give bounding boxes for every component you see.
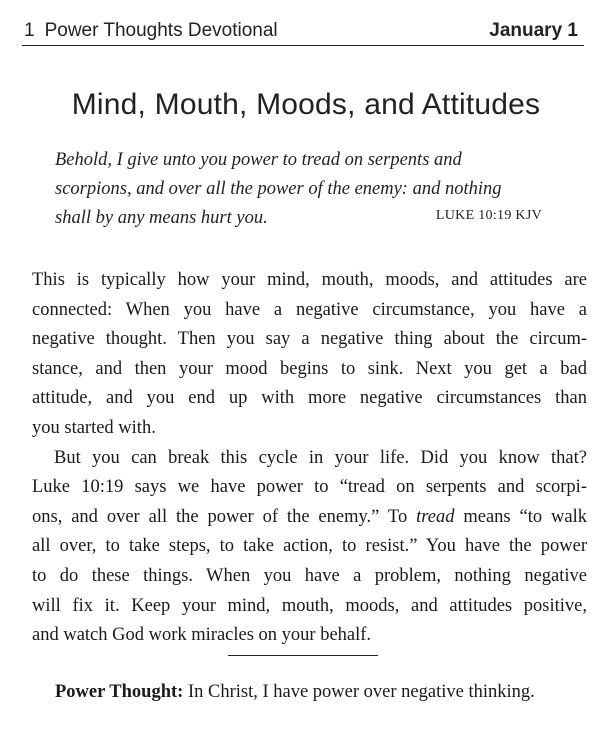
body-line [32, 503, 587, 533]
body-line: connected: When you have a negative circumstance, you have a [32, 299, 587, 320]
header-left [24, 20, 278, 42]
body-line: attitude, and you end up with more negative circumstances than [32, 388, 587, 409]
devotional-title: Mind, Mouth, Moods, and Attitudes [71, 88, 541, 121]
devotional-body [32, 266, 587, 651]
power-thought-text: In Christ, I have power over negative thinking. [183, 682, 535, 702]
body-line: will fix it. Keep your mind, mouth, moods, and attitudes positive, [32, 595, 587, 616]
power-thought [55, 678, 575, 707]
body-line: you started with. [32, 417, 156, 438]
body-line: stance, and then your mood begins to sink. Next you get a bad [32, 358, 587, 379]
body-line: negative thought. Then you say a negative thing about the circum- [32, 329, 587, 350]
power-thought-label: Power Thought: [55, 682, 184, 702]
page-header [0, 0, 612, 46]
scripture-line: shall by any means hurt you. [55, 208, 268, 228]
header-rule [22, 45, 584, 46]
body-text-run: ons, and over all the power of the enemy.” To [32, 506, 417, 527]
emphasized-word: tread [416, 506, 455, 527]
book-title: Power Thoughts Devotional [44, 20, 278, 41]
header-date: January 1 [489, 20, 578, 41]
section-divider [228, 655, 378, 656]
scripture-line: Behold, I give unto you power to tread on serpents and [55, 150, 462, 170]
body-line: Luke 10:19 says we have power to “tread on serpents and scorpi- [32, 477, 587, 498]
body-line: This is typically how your mind, mouth, moods, and attitudes are [32, 270, 587, 290]
body-line: all over, to take steps, to take action, to resist.” You have the power [32, 536, 587, 557]
body-text-run: means “to walk [454, 506, 587, 527]
body-line: But you can break this cycle in your life. Did you know that? [54, 447, 587, 468]
page-number: 1 [24, 20, 35, 41]
scripture-reference: LUKE 10:19 KJV [435, 208, 542, 223]
body-line: and watch God work miracles on your behalf. [32, 625, 372, 646]
scripture-line: scorpions, and over all the power of the enemy: and nothing [55, 179, 502, 199]
body-line: to do these things. When you have a problem, nothing negative [32, 565, 587, 586]
